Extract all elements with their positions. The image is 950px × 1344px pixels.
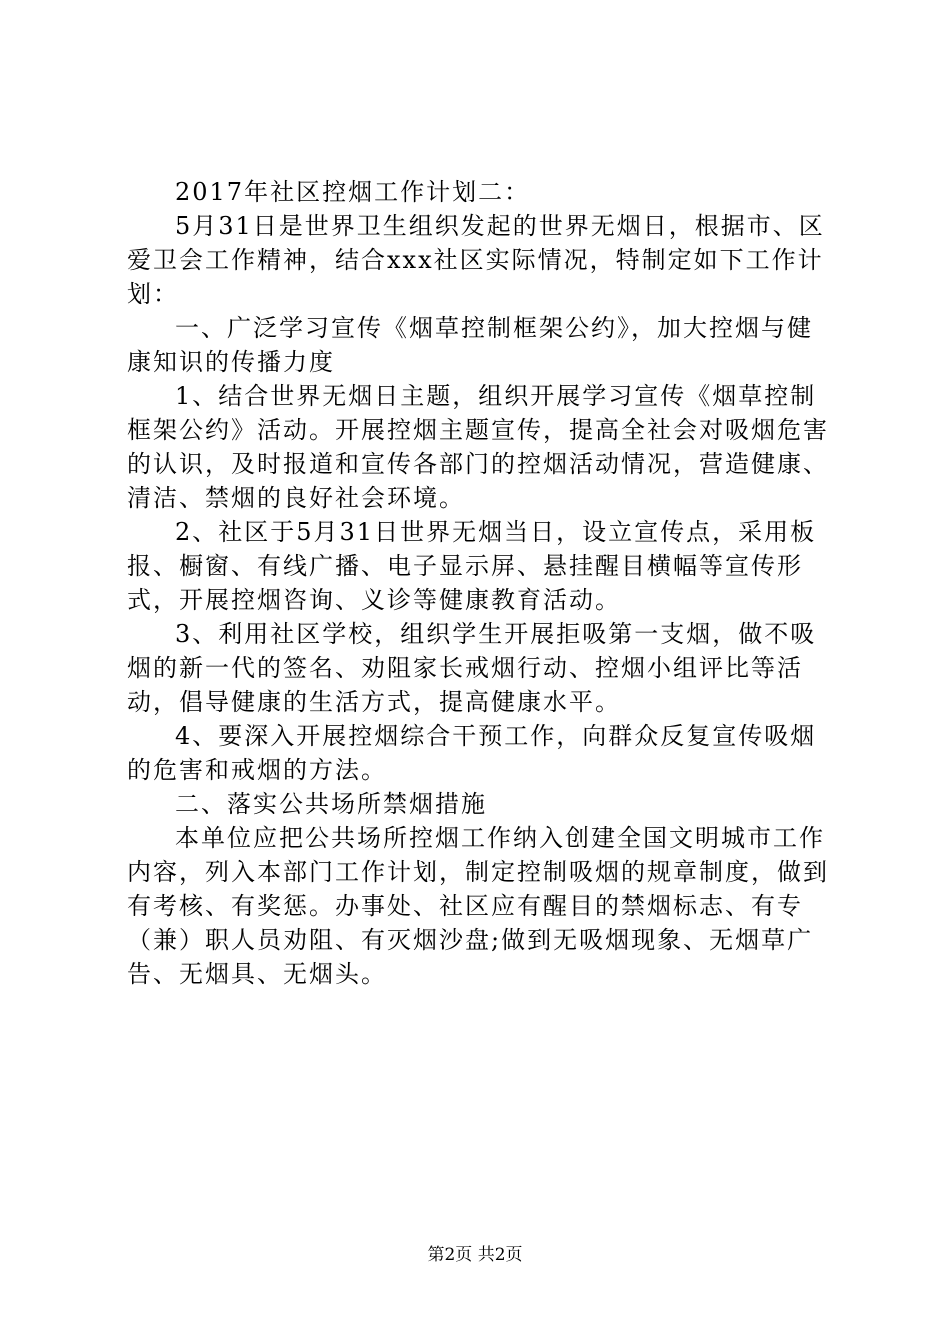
section-title: 2017年社区控烟工作计划二： xyxy=(175,178,531,206)
item-one-paragraph: 1、结合世界无烟日主题，组织开展学习宣传《烟草控制框架公约》活动。开展控烟主题宣传，提高全社会对吸烟危害的认识，及时报道和宣传各部门的控烟活动情况，营造健康、清洁、禁烟的良好社会环境。 xyxy=(127,382,829,512)
closing-paragraph: 本单位应把公共场所控烟工作纳入创建全国文明城市工作内容，列入本部门工作计划，制定控制吸烟的规章制度，做到有考核、有奖惩。办事处、社区应有醒目的禁烟标志、有专（兼）职人员劝阻、有灭烟沙盘;做到无吸烟现象、无烟草广告、无烟具、无烟头。 xyxy=(127,824,829,988)
page-number-footer: 第2页 共2页 xyxy=(427,1245,523,1265)
item-three-paragraph: 3、利用社区学校，组织学生开展拒吸第一支烟，做不吸烟的新一代的签名、劝阻家长戒烟行动、控烟小组评比等活动，倡导健康的生活方式，提高健康水平。 xyxy=(127,620,817,716)
item-two-paragraph: 2、社区于5月31日世界无烟当日，设立宣传点，采用板报、橱窗、有线广播、电子显示屏、悬挂醒目横幅等宣传形式，开展控烟咨询、义诊等健康教育活动。 xyxy=(127,518,817,614)
document-body xyxy=(127,175,833,991)
item-four-paragraph: 4、要深入开展控烟综合干预工作，向群众反复宣传吸烟的危害和戒烟的方法。 xyxy=(127,722,817,784)
heading-two: 二、落实公共场所禁烟措施 xyxy=(175,790,487,818)
heading-one: 一、广泛学习宣传《烟草控制框架公约》，加大控烟与健康知识的传播力度 xyxy=(127,314,813,376)
intro-paragraph: 5月31日是世界卫生组织发起的世界无烟日，根据市、区爱卫会工作精神，结合xxx社区实际情况，特制定如下工作计划： xyxy=(127,212,825,308)
